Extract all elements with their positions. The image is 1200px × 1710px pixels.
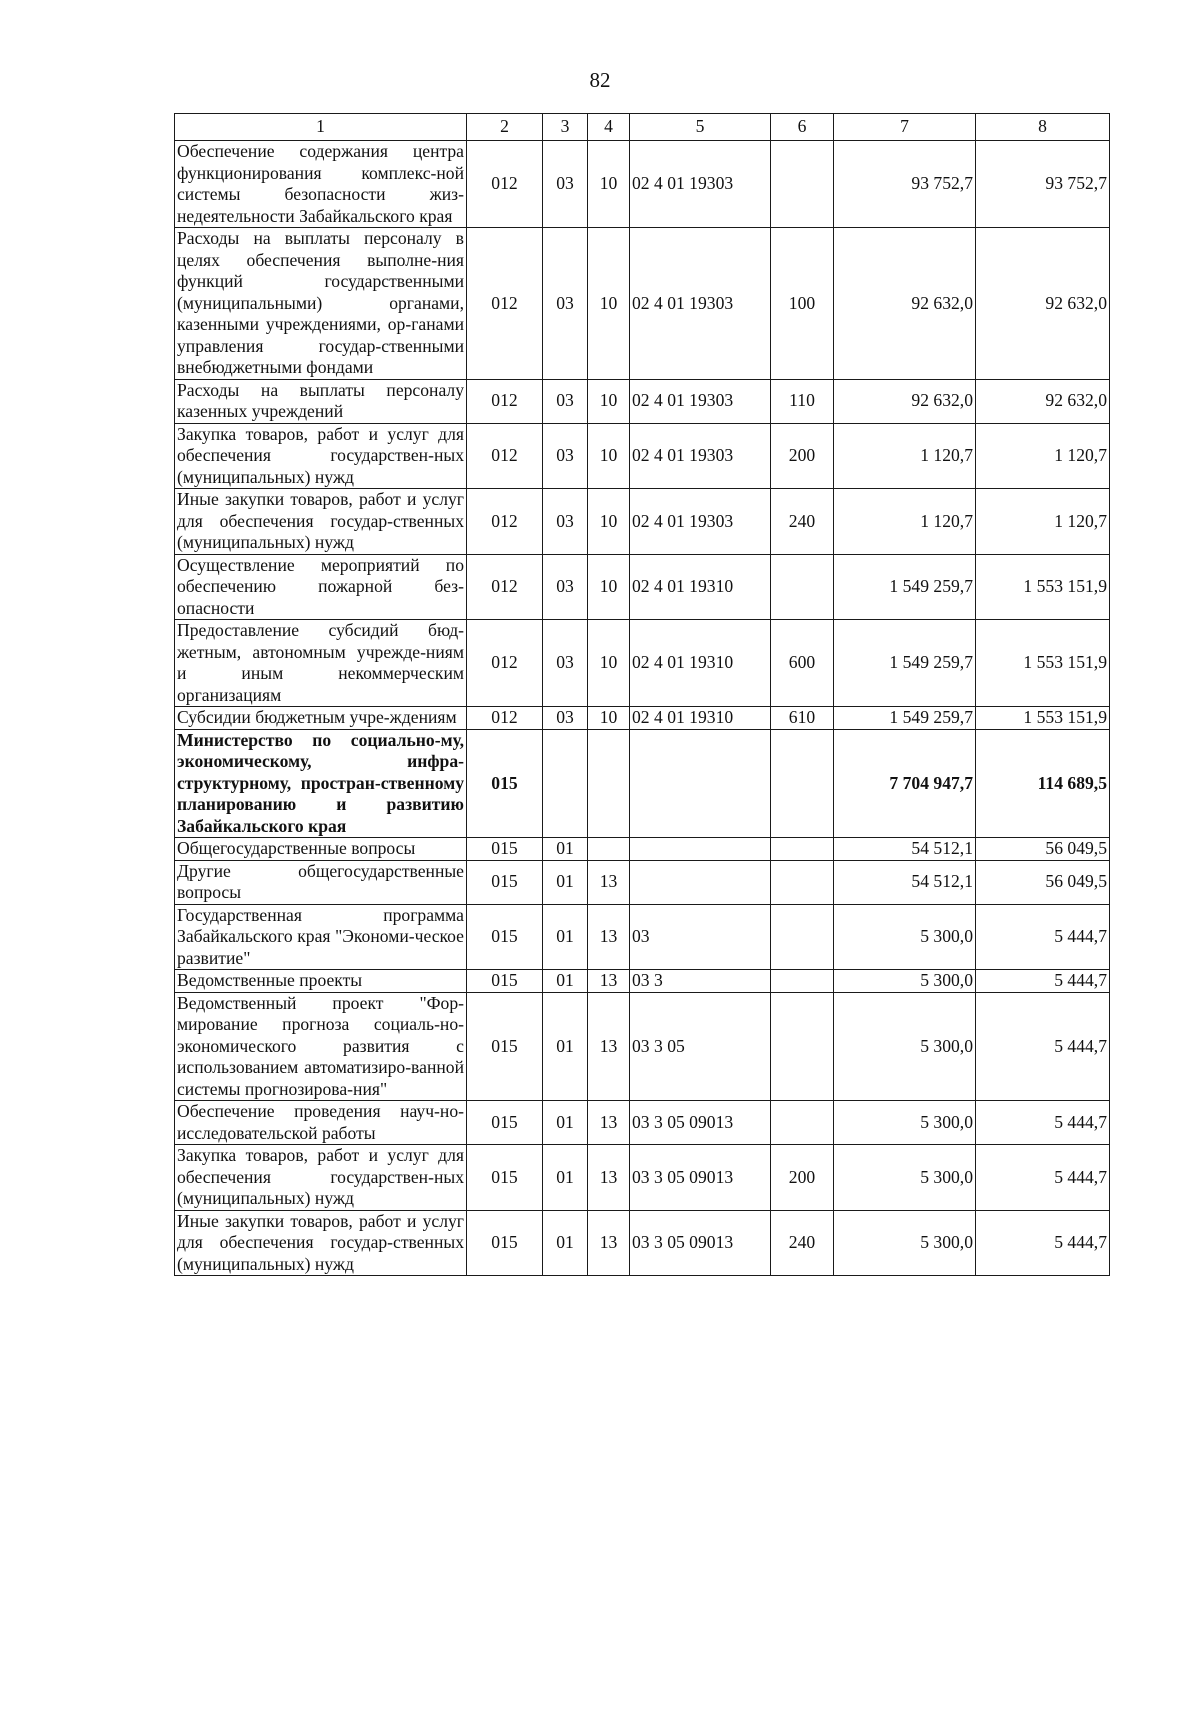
row-name-cell: Закупка товаров, работ и услуг для обеспечения государствен-ных (муниципальных) нужд xyxy=(175,423,467,489)
expense-type-cell xyxy=(771,729,834,838)
admin-code-cell: 015 xyxy=(467,729,543,838)
subsection-cell: 10 xyxy=(588,554,630,620)
subsection-cell: 10 xyxy=(588,141,630,228)
row-name-cell: Расходы на выплаты персоналу казенных учреждений xyxy=(175,379,467,423)
expense-type-cell: 240 xyxy=(771,489,834,555)
amount-year1-cell: 5 300,0 xyxy=(834,992,976,1101)
subsection-cell: 13 xyxy=(588,904,630,970)
target-article-cell: 02 4 01 19310 xyxy=(630,707,771,730)
row-name-cell: Предоставление субсидий бюд-жетным, автономным учрежде-ниям и иным некоммерческим организациям xyxy=(175,620,467,707)
header-cell: 8 xyxy=(976,114,1110,141)
section-cell: 03 xyxy=(543,423,588,489)
row-name-cell: Расходы на выплаты персоналу в целях обеспечения выполне-ния функций государственными (муниципальными) органами, казенными учреждениями, ор-ганами управления государ-ственными внебюджетными фондами xyxy=(175,228,467,380)
amount-year1-cell: 5 300,0 xyxy=(834,1145,976,1211)
row-name-cell: Закупка товаров, работ и услуг для обеспечения государствен-ных (муниципальных) нужд xyxy=(175,1145,467,1211)
amount-year2-cell: 1 553 151,9 xyxy=(976,554,1110,620)
header-cell: 3 xyxy=(543,114,588,141)
subsection-cell: 13 xyxy=(588,860,630,904)
table-row xyxy=(175,379,1110,423)
admin-code-cell: 015 xyxy=(467,1210,543,1276)
section-cell: 03 xyxy=(543,707,588,730)
amount-year1-cell: 1 120,7 xyxy=(834,489,976,555)
admin-code-cell: 015 xyxy=(467,992,543,1101)
header-cell: 4 xyxy=(588,114,630,141)
row-name-cell: Иные закупки товаров, работ и услуг для обеспечения государ-ственных (муниципальных) нужд xyxy=(175,489,467,555)
page-number: 82 xyxy=(589,68,611,92)
amount-year1-cell: 1 549 259,7 xyxy=(834,620,976,707)
admin-code-cell: 012 xyxy=(467,228,543,380)
expense-type-cell: 600 xyxy=(771,620,834,707)
amount-year2-cell: 1 120,7 xyxy=(976,423,1110,489)
row-name-cell: Государственная программа Забайкальского края "Экономи-ческое развитие" xyxy=(175,904,467,970)
table-row xyxy=(175,423,1110,489)
section-cell: 03 xyxy=(543,554,588,620)
amount-year2-cell: 5 444,7 xyxy=(976,992,1110,1101)
target-article-cell: 03 3 05 09013 xyxy=(630,1145,771,1211)
amount-year1-cell: 54 512,1 xyxy=(834,838,976,861)
row-name-cell: Осуществление мероприятий по обеспечению пожарной без-опасности xyxy=(175,554,467,620)
expense-type-cell xyxy=(771,992,834,1101)
expense-type-cell: 240 xyxy=(771,1210,834,1276)
table-body xyxy=(175,141,1110,1276)
target-article-cell: 02 4 01 19303 xyxy=(630,228,771,380)
amount-year1-cell: 1 549 259,7 xyxy=(834,707,976,730)
table-row xyxy=(175,489,1110,555)
amount-year1-cell: 5 300,0 xyxy=(834,970,976,993)
table-row xyxy=(175,992,1110,1101)
admin-code-cell: 015 xyxy=(467,860,543,904)
subsection-cell: 10 xyxy=(588,620,630,707)
target-article-cell: 03 3 xyxy=(630,970,771,993)
section-cell xyxy=(543,729,588,838)
table-row xyxy=(175,554,1110,620)
header-cell: 7 xyxy=(834,114,976,141)
amount-year2-cell: 5 444,7 xyxy=(976,1101,1110,1145)
row-name-cell: Ведомственный проект "Фор-мирование прогноза социаль-но-экономического развития с использованием автоматизиро-ванной системы прогнозирова-ния" xyxy=(175,992,467,1101)
section-cell: 01 xyxy=(543,1145,588,1211)
expense-type-cell xyxy=(771,141,834,228)
amount-year2-cell: 92 632,0 xyxy=(976,228,1110,380)
admin-code-cell: 015 xyxy=(467,904,543,970)
table-row xyxy=(175,970,1110,993)
subsection-cell: 10 xyxy=(588,228,630,380)
amount-year2-cell: 5 444,7 xyxy=(976,1145,1110,1211)
subsection-cell xyxy=(588,838,630,861)
amount-year2-cell: 5 444,7 xyxy=(976,1210,1110,1276)
header-cell: 1 xyxy=(175,114,467,141)
target-article-cell: 03 3 05 09013 xyxy=(630,1210,771,1276)
amount-year2-cell: 1 553 151,9 xyxy=(976,620,1110,707)
amount-year2-cell: 1 120,7 xyxy=(976,489,1110,555)
amount-year2-cell: 5 444,7 xyxy=(976,970,1110,993)
section-cell: 01 xyxy=(543,970,588,993)
admin-code-cell: 012 xyxy=(467,379,543,423)
amount-year1-cell: 5 300,0 xyxy=(834,1101,976,1145)
target-article-cell: 03 3 05 09013 xyxy=(630,1101,771,1145)
expense-type-cell xyxy=(771,554,834,620)
expense-type-cell: 110 xyxy=(771,379,834,423)
admin-code-cell: 012 xyxy=(467,489,543,555)
table-row xyxy=(175,707,1110,730)
admin-code-cell: 015 xyxy=(467,1101,543,1145)
header-cell: 6 xyxy=(771,114,834,141)
target-article-cell: 02 4 01 19310 xyxy=(630,620,771,707)
amount-year1-cell: 92 632,0 xyxy=(834,379,976,423)
subsection-cell: 13 xyxy=(588,970,630,993)
amount-year1-cell: 7 704 947,7 xyxy=(834,729,976,838)
subsection-cell: 10 xyxy=(588,707,630,730)
amount-year1-cell: 93 752,7 xyxy=(834,141,976,228)
admin-code-cell: 012 xyxy=(467,141,543,228)
expense-type-cell: 100 xyxy=(771,228,834,380)
section-cell: 01 xyxy=(543,992,588,1101)
row-name-cell: Иные закупки товаров, работ и услуг для обеспечения государ-ственных (муниципальных) нужд xyxy=(175,1210,467,1276)
amount-year1-cell: 92 632,0 xyxy=(834,228,976,380)
amount-year2-cell: 1 553 151,9 xyxy=(976,707,1110,730)
amount-year2-cell: 114 689,5 xyxy=(976,729,1110,838)
row-name-cell: Обеспечение проведения науч-но-исследовательской работы xyxy=(175,1101,467,1145)
table-row xyxy=(175,838,1110,861)
amount-year1-cell: 5 300,0 xyxy=(834,904,976,970)
admin-code-cell: 012 xyxy=(467,554,543,620)
budget-table xyxy=(174,113,1110,1276)
amount-year1-cell: 1 120,7 xyxy=(834,423,976,489)
expense-type-cell: 610 xyxy=(771,707,834,730)
table-row xyxy=(175,1101,1110,1145)
section-cell: 03 xyxy=(543,489,588,555)
admin-code-cell: 012 xyxy=(467,707,543,730)
row-name-cell: Ведомственные проекты xyxy=(175,970,467,993)
header-cell: 5 xyxy=(630,114,771,141)
amount-year2-cell: 93 752,7 xyxy=(976,141,1110,228)
target-article-cell: 02 4 01 19303 xyxy=(630,489,771,555)
expense-type-cell: 200 xyxy=(771,1145,834,1211)
section-cell: 03 xyxy=(543,141,588,228)
admin-code-cell: 015 xyxy=(467,838,543,861)
target-article-cell: 02 4 01 19303 xyxy=(630,423,771,489)
table-row xyxy=(175,620,1110,707)
expense-type-cell xyxy=(771,860,834,904)
section-cell: 01 xyxy=(543,1101,588,1145)
table-row xyxy=(175,904,1110,970)
admin-code-cell: 015 xyxy=(467,970,543,993)
target-article-cell xyxy=(630,729,771,838)
section-cell: 03 xyxy=(543,379,588,423)
admin-code-cell: 012 xyxy=(467,620,543,707)
target-article-cell: 03 3 05 xyxy=(630,992,771,1101)
header-row xyxy=(175,114,1110,141)
amount-year2-cell: 56 049,5 xyxy=(976,838,1110,861)
section-cell: 01 xyxy=(543,904,588,970)
table-row xyxy=(175,860,1110,904)
table-row xyxy=(175,1145,1110,1211)
table-row xyxy=(175,228,1110,380)
row-name-cell: Обеспечение содержания центра функционирования комплекс-ной системы безопасности жиз-недеятельности Забайкальского края xyxy=(175,141,467,228)
subsection-cell xyxy=(588,729,630,838)
subsection-cell: 13 xyxy=(588,992,630,1101)
row-name-cell: Субсидии бюджетным учре-ждениям xyxy=(175,707,467,730)
amount-year1-cell: 1 549 259,7 xyxy=(834,554,976,620)
table-row xyxy=(175,1210,1110,1276)
subsection-cell: 10 xyxy=(588,489,630,555)
section-cell: 01 xyxy=(543,838,588,861)
amount-year2-cell: 92 632,0 xyxy=(976,379,1110,423)
target-article-cell: 02 4 01 19310 xyxy=(630,554,771,620)
expense-type-cell xyxy=(771,904,834,970)
row-name-cell: Общегосударственные вопросы xyxy=(175,838,467,861)
admin-code-cell: 012 xyxy=(467,423,543,489)
amount-year1-cell: 5 300,0 xyxy=(834,1210,976,1276)
section-cell: 03 xyxy=(543,228,588,380)
section-cell: 03 xyxy=(543,620,588,707)
subsection-cell: 13 xyxy=(588,1210,630,1276)
subsection-cell: 10 xyxy=(588,423,630,489)
subsection-cell: 13 xyxy=(588,1145,630,1211)
amount-year2-cell: 5 444,7 xyxy=(976,904,1110,970)
target-article-cell xyxy=(630,838,771,861)
target-article-cell xyxy=(630,860,771,904)
expense-type-cell: 200 xyxy=(771,423,834,489)
subsection-cell: 13 xyxy=(588,1101,630,1145)
amount-year1-cell: 54 512,1 xyxy=(834,860,976,904)
target-article-cell: 03 xyxy=(630,904,771,970)
row-name-cell: Министерство по социально-му, экономическому, инфра-структурному, простран-ственному планированию и развитию Забайкальского края xyxy=(175,729,467,838)
expense-type-cell xyxy=(771,838,834,861)
section-cell: 01 xyxy=(543,1210,588,1276)
target-article-cell: 02 4 01 19303 xyxy=(630,141,771,228)
table-row xyxy=(175,141,1110,228)
admin-code-cell: 015 xyxy=(467,1145,543,1211)
target-article-cell: 02 4 01 19303 xyxy=(630,379,771,423)
subsection-cell: 10 xyxy=(588,379,630,423)
section-cell: 01 xyxy=(543,860,588,904)
amount-year2-cell: 56 049,5 xyxy=(976,860,1110,904)
expense-type-cell xyxy=(771,970,834,993)
header-cell: 2 xyxy=(467,114,543,141)
table-row xyxy=(175,729,1110,838)
row-name-cell: Другие общегосударственные вопросы xyxy=(175,860,467,904)
expense-type-cell xyxy=(771,1101,834,1145)
